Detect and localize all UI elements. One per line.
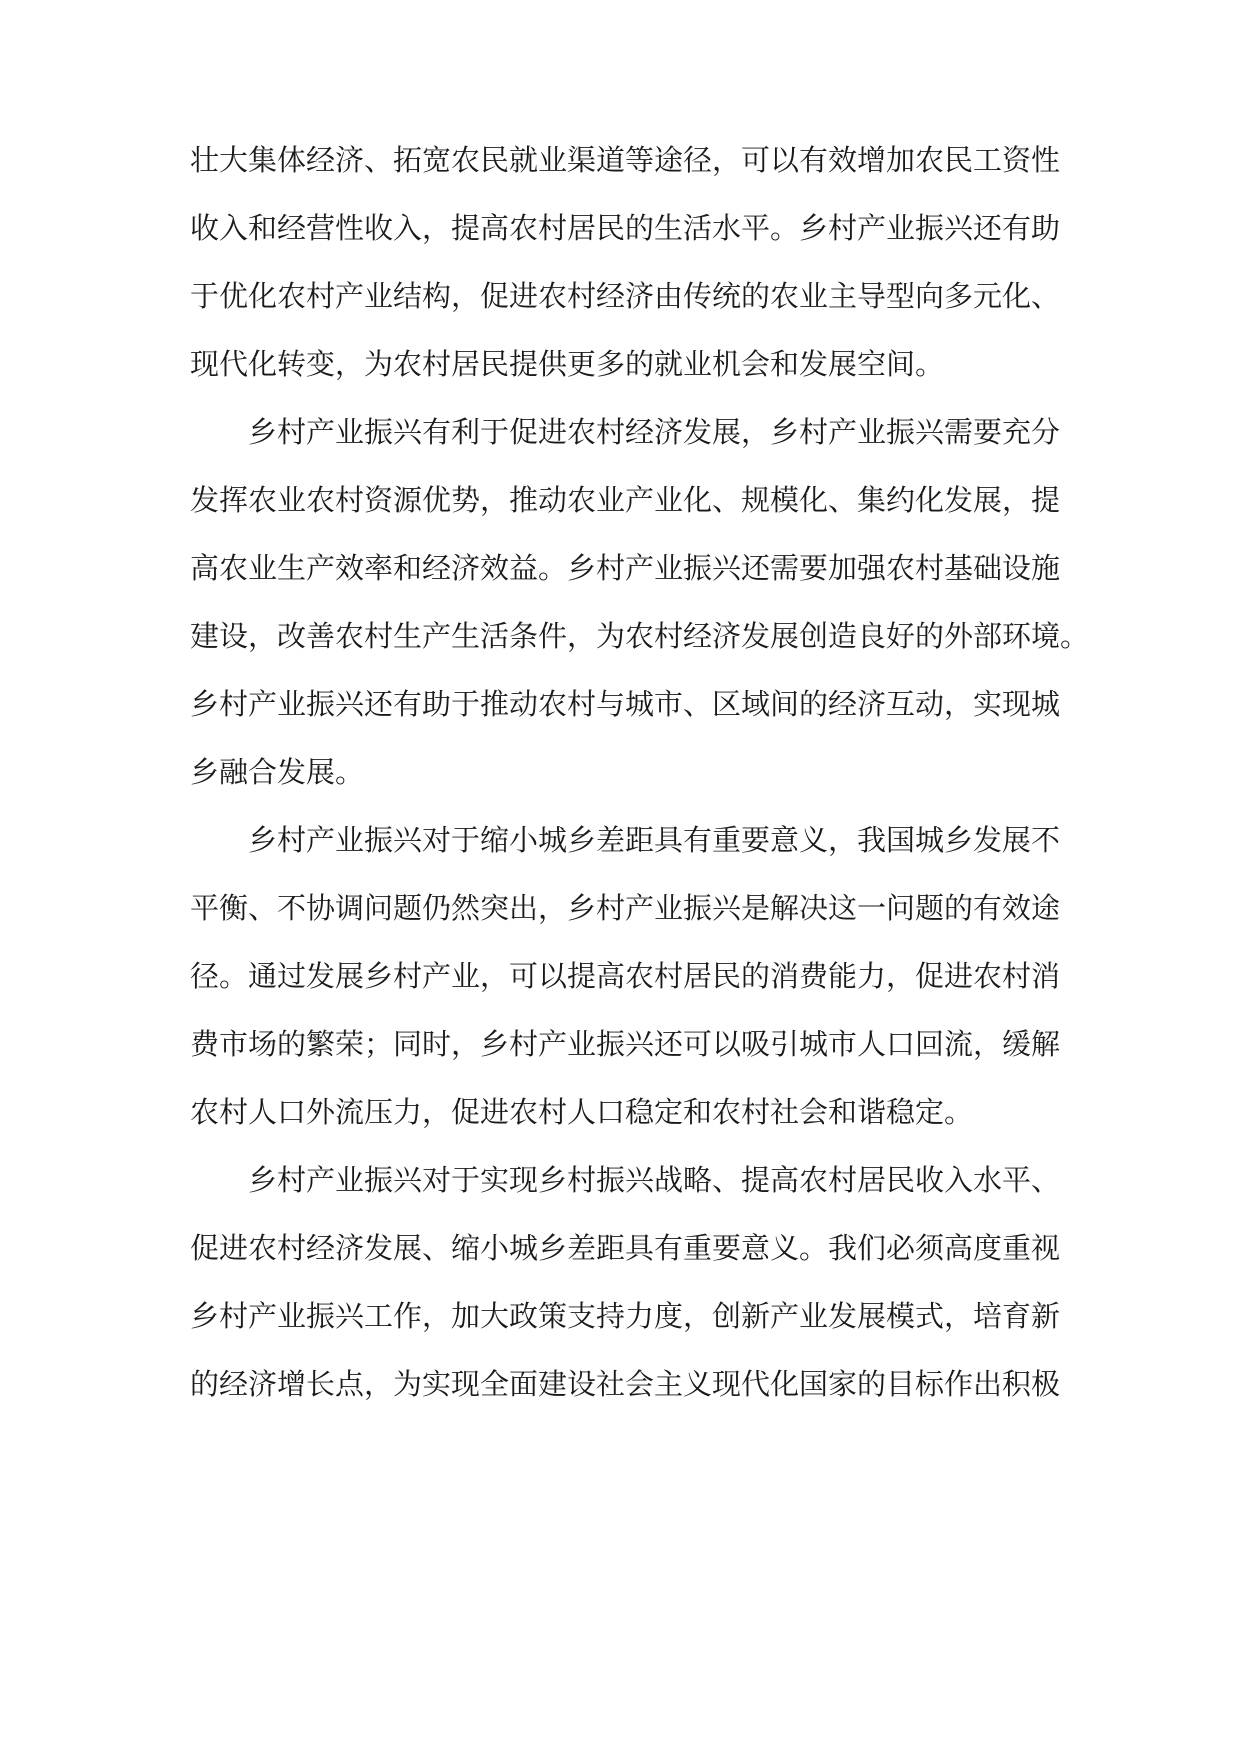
text-line: 现代化转变，为农村居民提供更多的就业机会和发展空间。 <box>190 347 945 381</box>
text-line: 乡村产业振兴有利于促进农村经济发展，乡村产业振兴需要充分 <box>248 415 1061 449</box>
text-line: 壮大集体经济、拓宽农民就业渠道等途径，可以有效增加农民工资性 <box>190 143 1061 177</box>
text-line: 高农业生产效率和经济效益。乡村产业振兴还需要加强农村基础设施 <box>190 551 1061 585</box>
text-line: 于优化农村产业结构，促进农村经济由传统的农业主导型向多元化、 <box>190 279 1061 313</box>
text-line: 费市场的繁荣；同时，乡村产业振兴还可以吸引城市人口回流，缓解 <box>190 1027 1061 1061</box>
text-line: 乡村产业振兴工作，加大政策支持力度，创新产业发展模式，培育新 <box>190 1299 1061 1333</box>
text-line: 乡融合发展。 <box>190 755 365 789</box>
text-line: 平衡、不协调问题仍然突出，乡村产业振兴是解决这一问题的有效途 <box>190 891 1061 925</box>
text-line: 乡村产业振兴还有助于推动农村与城市、区域间的经济互动，实现城 <box>190 687 1061 721</box>
text-line: 农村人口外流压力，促进农村人口稳定和农村社会和谐稳定。 <box>190 1095 974 1129</box>
text-line: 的经济增长点，为实现全面建设社会主义现代化国家的目标作出积极 <box>190 1367 1061 1401</box>
text-line: 径。通过发展乡村产业，可以提高农村居民的消费能力，促进农村消 <box>190 959 1061 993</box>
text-line: 乡村产业振兴对于缩小城乡差距具有重要意义，我国城乡发展不 <box>248 823 1061 857</box>
text-line: 乡村产业振兴对于实现乡村振兴战略、提高农村居民收入水平、 <box>248 1163 1061 1197</box>
text-line: 收入和经营性收入，提高农村居民的生活水平。乡村产业振兴还有助 <box>190 211 1061 245</box>
text-line: 发挥农业农村资源优势，推动农业产业化、规模化、集约化发展，提 <box>190 483 1061 517</box>
text-line: 建设，改善农村生产生活条件，为农村经济发展创造良好的外部环境。 <box>190 619 1090 653</box>
text-line: 促进农村经济发展、缩小城乡差距具有重要意义。我们必须高度重视 <box>190 1231 1061 1265</box>
